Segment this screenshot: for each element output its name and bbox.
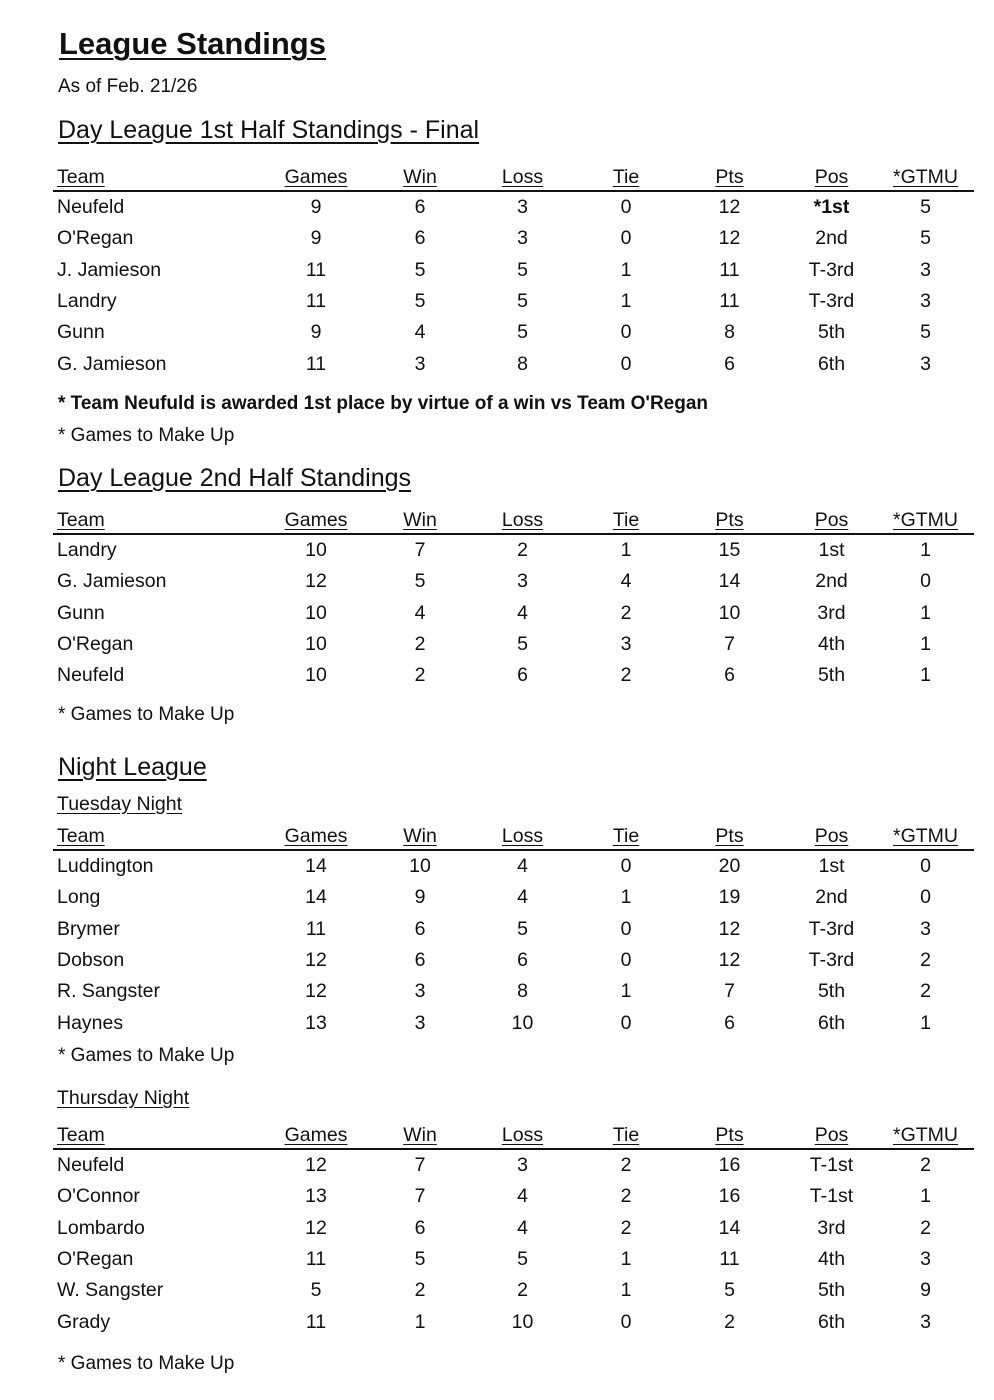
cell-pos: 2nd: [815, 227, 848, 250]
table-row: [53, 534, 974, 566]
cell-tie: 1: [620, 980, 632, 1003]
column-header-pos: Pos: [786, 822, 877, 850]
day-first-half-title: Day League 1st Half Standings - Final: [58, 116, 480, 144]
cell-pts: 5: [724, 1279, 735, 1302]
cell-win: 3: [414, 352, 426, 375]
cell-pos: *1st: [813, 196, 850, 219]
column-header-tie: Tie: [579, 506, 673, 534]
table-row: [53, 286, 974, 317]
cell-games: 11: [305, 1248, 327, 1271]
cell-tie: 2: [620, 664, 632, 687]
cell-team: Neufeld: [57, 1154, 125, 1177]
cell-gtmu: 0: [920, 886, 931, 909]
thursday-night-title: Thursday Night: [57, 1087, 190, 1109]
day-first-half-gtmu-note: * Games to Make Up: [58, 425, 235, 446]
cell-team: O'Regan: [57, 1248, 134, 1271]
cell-team: O'Regan: [57, 633, 134, 656]
column-header-pos: Pos: [786, 506, 877, 534]
night-league-title: Night League: [58, 753, 207, 781]
table-row: [53, 945, 974, 976]
cell-pts: 15: [718, 539, 741, 562]
cell-team: W. Sangster: [57, 1279, 164, 1302]
tuesday-night-gtmu-note: * Games to Make Up: [58, 1045, 235, 1066]
cell-pos: 1st: [818, 539, 845, 562]
cell-pos: T-3rd: [808, 949, 855, 972]
cell-loss: 10: [511, 1011, 534, 1034]
column-header-pts: Pts: [673, 822, 786, 850]
table-row: [53, 255, 974, 286]
cell-gtmu: 3: [920, 1248, 931, 1271]
cell-games: 11: [305, 258, 327, 281]
cell-pos: 3rd: [817, 601, 846, 624]
cell-pts: 11: [719, 1248, 740, 1271]
cell-win: 5: [414, 290, 426, 313]
column-header-loss: Loss: [466, 1121, 579, 1149]
cell-gtmu: 1: [920, 539, 931, 562]
column-header-games: Games: [258, 506, 374, 534]
cell-team: G. Jamieson: [57, 352, 167, 375]
cell-loss: 5: [517, 290, 528, 313]
cell-games: 10: [305, 539, 327, 562]
cell-win: 3: [414, 980, 426, 1003]
table-row: [53, 1306, 974, 1337]
cell-win: 10: [409, 855, 431, 878]
cell-games: 11: [305, 1310, 327, 1333]
column-header-win: Win: [374, 822, 466, 850]
cell-loss: 5: [517, 1248, 528, 1271]
cell-loss: 3: [517, 227, 528, 250]
cell-gtmu: 2: [920, 1154, 931, 1177]
table-row: [53, 317, 974, 348]
cell-team: Luddington: [57, 855, 154, 878]
cell-win: 6: [414, 949, 426, 972]
cell-pos: 5th: [817, 321, 846, 344]
column-header-pts: Pts: [673, 506, 786, 534]
cell-pts: 6: [724, 1011, 735, 1034]
cell-team: Dobson: [57, 949, 125, 972]
cell-loss: 3: [517, 196, 528, 219]
cell-win: 9: [414, 886, 426, 909]
cell-loss: 6: [517, 949, 528, 972]
column-header-team: Team: [53, 822, 258, 850]
cell-pos: 2nd: [815, 886, 848, 909]
cell-win: 4: [414, 321, 426, 344]
table-row: [53, 1007, 974, 1038]
cell-gtmu: 1: [920, 633, 931, 656]
column-header-games: Games: [258, 163, 374, 191]
cell-pos: 4th: [817, 633, 846, 656]
column-header-loss: Loss: [466, 163, 579, 191]
table-row: [53, 976, 974, 1007]
cell-games: 5: [310, 1279, 322, 1302]
cell-games: 9: [310, 321, 322, 344]
cell-tie: 0: [620, 1011, 632, 1034]
cell-tie: 3: [620, 633, 632, 656]
cell-pos: T-1st: [809, 1154, 854, 1177]
cell-gtmu: 2: [920, 980, 931, 1003]
cell-pos: 5th: [817, 980, 846, 1003]
cell-win: 2: [414, 633, 426, 656]
cell-win: 7: [414, 1154, 426, 1177]
column-header-tie: Tie: [579, 822, 673, 850]
cell-pos: 6th: [817, 352, 846, 375]
cell-pts: 16: [718, 1185, 741, 1208]
table-row: [53, 191, 974, 223]
cell-gtmu: 3: [920, 917, 931, 940]
cell-pts: 12: [718, 949, 741, 972]
cell-loss: 10: [511, 1310, 534, 1333]
cell-games: 12: [305, 980, 327, 1003]
cell-gtmu: 1: [920, 1011, 931, 1034]
cell-pos: 5th: [817, 1279, 846, 1302]
cell-pts: 6: [724, 352, 735, 375]
cell-pts: 2: [724, 1310, 735, 1333]
cell-team: Neufeld: [57, 664, 125, 687]
cell-win: 2: [414, 1279, 426, 1302]
column-header-gtmu: *GTMU: [877, 163, 974, 191]
cell-gtmu: 5: [920, 321, 931, 344]
thursday-night-table: [53, 1121, 974, 1338]
cell-team: Gunn: [57, 601, 105, 624]
cell-gtmu: 1: [920, 664, 931, 687]
column-header-win: Win: [374, 163, 466, 191]
table-row: [53, 882, 974, 913]
cell-pos: 3rd: [817, 1216, 846, 1239]
cell-loss: 5: [517, 917, 528, 940]
cell-win: 3: [414, 1011, 426, 1034]
cell-gtmu: 1: [920, 1185, 931, 1208]
cell-games: 14: [305, 855, 327, 878]
cell-pos: 6th: [817, 1310, 846, 1333]
cell-loss: 4: [517, 886, 528, 909]
column-header-pts: Pts: [673, 163, 786, 191]
cell-win: 4: [414, 601, 426, 624]
column-header-gtmu: *GTMU: [877, 1121, 974, 1149]
cell-loss: 2: [517, 1279, 528, 1302]
cell-tie: 2: [620, 1216, 632, 1239]
cell-gtmu: 5: [920, 196, 931, 219]
cell-gtmu: 3: [920, 290, 931, 313]
table-header-row: [53, 506, 974, 534]
cell-games: 12: [305, 1154, 327, 1177]
cell-team: Haynes: [57, 1011, 124, 1034]
cell-loss: 4: [517, 855, 528, 878]
cell-pts: 6: [724, 664, 735, 687]
column-header-tie: Tie: [579, 163, 673, 191]
cell-pos: T-3rd: [808, 258, 855, 281]
cell-loss: 2: [517, 539, 528, 562]
cell-tie: 0: [620, 196, 632, 219]
table-row: [53, 566, 974, 597]
column-header-pts: Pts: [673, 1121, 786, 1149]
table-row: [53, 629, 974, 660]
cell-pts: 19: [718, 886, 741, 909]
cell-pos: 4th: [817, 1248, 846, 1271]
column-header-gtmu: *GTMU: [877, 822, 974, 850]
cell-team: Long: [57, 886, 101, 909]
as-of-date: As of Feb. 21/26: [58, 76, 198, 97]
cell-gtmu: 1: [920, 601, 931, 624]
cell-pts: 14: [718, 570, 741, 593]
cell-pts: 12: [718, 917, 741, 940]
tuesday-night-table: [53, 822, 974, 1039]
cell-games: 12: [305, 949, 327, 972]
cell-tie: 1: [620, 1248, 632, 1271]
cell-win: 6: [414, 1216, 426, 1239]
column-header-pos: Pos: [786, 1121, 877, 1149]
cell-tie: 0: [620, 352, 632, 375]
cell-pts: 12: [718, 196, 741, 219]
cell-games: 13: [305, 1011, 327, 1034]
cell-win: 7: [414, 539, 426, 562]
table-row: [53, 1275, 974, 1306]
cell-win: 7: [414, 1185, 426, 1208]
cell-pts: 10: [718, 601, 741, 624]
cell-win: 5: [414, 570, 426, 593]
cell-team: Lombardo: [57, 1216, 145, 1239]
table-header-row: [53, 1121, 974, 1149]
cell-win: 1: [414, 1310, 426, 1333]
cell-tie: 0: [620, 1310, 632, 1333]
cell-pos: 5th: [817, 664, 846, 687]
table-row: [53, 850, 974, 882]
cell-games: 10: [305, 633, 327, 656]
cell-games: 13: [305, 1185, 327, 1208]
cell-tie: 0: [620, 917, 632, 940]
table-header-row: [53, 163, 974, 191]
cell-loss: 4: [517, 1216, 528, 1239]
cell-loss: 5: [517, 321, 528, 344]
table-row: [53, 1244, 974, 1275]
cell-loss: 4: [517, 1185, 528, 1208]
cell-pts: 7: [724, 980, 735, 1003]
cell-loss: 5: [517, 633, 528, 656]
cell-tie: 1: [620, 886, 632, 909]
cell-pos: T-1st: [809, 1185, 854, 1208]
column-header-team: Team: [53, 163, 258, 191]
cell-pos: 6th: [817, 1011, 846, 1034]
cell-games: 12: [305, 570, 327, 593]
cell-tie: 1: [620, 539, 632, 562]
cell-gtmu: 2: [920, 949, 931, 972]
table-row: [53, 1181, 974, 1212]
cell-games: 10: [305, 664, 327, 687]
day-second-half-title: Day League 2nd Half Standings: [58, 464, 412, 492]
cell-loss: 8: [517, 352, 528, 375]
column-header-tie: Tie: [579, 1121, 673, 1149]
column-header-games: Games: [258, 1121, 374, 1149]
cell-pts: 8: [724, 321, 735, 344]
cell-pts: 16: [718, 1154, 741, 1177]
table-row: [53, 348, 974, 379]
cell-pts: 20: [718, 855, 741, 878]
cell-tie: 4: [620, 570, 632, 593]
column-header-team: Team: [53, 1121, 258, 1149]
cell-team: Landry: [57, 539, 117, 562]
cell-gtmu: 3: [920, 258, 931, 281]
table-header-row: [53, 822, 974, 850]
cell-win: 5: [414, 258, 426, 281]
column-header-loss: Loss: [466, 506, 579, 534]
column-header-pos: Pos: [786, 163, 877, 191]
cell-pos: T-3rd: [808, 917, 855, 940]
column-header-gtmu: *GTMU: [877, 506, 974, 534]
cell-tie: 0: [620, 855, 632, 878]
cell-loss: 8: [517, 980, 528, 1003]
cell-win: 2: [414, 664, 426, 687]
cell-team: O'Regan: [57, 227, 134, 250]
cell-pts: 7: [724, 633, 735, 656]
cell-team: Grady: [57, 1310, 111, 1333]
cell-team: Gunn: [57, 321, 105, 344]
cell-gtmu: 5: [920, 227, 931, 250]
column-header-loss: Loss: [466, 822, 579, 850]
cell-tie: 1: [620, 290, 632, 313]
cell-games: 14: [305, 886, 327, 909]
table-row: [53, 1213, 974, 1244]
cell-loss: 3: [517, 570, 528, 593]
cell-tie: 2: [620, 601, 632, 624]
day-first-half-tiebreak-note: * Team Neufuld is awarded 1st place by virtue of a win vs Team O'Regan: [58, 393, 709, 414]
cell-tie: 0: [620, 949, 632, 972]
cell-tie: 0: [620, 227, 632, 250]
cell-tie: 1: [620, 258, 632, 281]
table-row: [53, 223, 974, 254]
cell-gtmu: 3: [920, 1310, 931, 1333]
cell-team: Brymer: [57, 917, 120, 940]
cell-games: 9: [310, 196, 322, 219]
cell-team: Landry: [57, 290, 117, 313]
cell-games: 11: [305, 290, 327, 313]
thursday-night-gtmu-note: * Games to Make Up: [58, 1353, 235, 1374]
cell-games: 12: [305, 1216, 327, 1239]
cell-pos: 2nd: [815, 570, 848, 593]
cell-pts: 12: [718, 227, 741, 250]
cell-team: G. Jamieson: [57, 570, 167, 593]
day-first-half-table: [53, 163, 974, 380]
cell-loss: 5: [517, 258, 528, 281]
cell-loss: 6: [517, 664, 528, 687]
cell-tie: 1: [620, 1279, 632, 1302]
tuesday-night-title: Tuesday Night: [57, 793, 183, 815]
cell-games: 11: [305, 917, 327, 940]
day-second-half-table: [53, 506, 974, 691]
cell-pts: 11: [719, 258, 740, 281]
cell-win: 6: [414, 227, 426, 250]
page-title: League Standings: [59, 26, 326, 61]
column-header-team: Team: [53, 506, 258, 534]
cell-pos: 1st: [818, 855, 845, 878]
cell-gtmu: 3: [920, 352, 931, 375]
cell-team: R. Sangster: [57, 980, 160, 1003]
cell-gtmu: 0: [920, 570, 931, 593]
table-row: [53, 660, 974, 691]
column-header-games: Games: [258, 822, 374, 850]
cell-tie: 2: [620, 1185, 632, 1208]
cell-gtmu: 9: [920, 1279, 931, 1302]
cell-pts: 11: [719, 290, 740, 313]
cell-team: Neufeld: [57, 196, 125, 219]
table-row: [53, 1149, 974, 1181]
cell-pts: 14: [718, 1216, 741, 1239]
cell-team: O'Connor: [57, 1185, 140, 1208]
table-row: [53, 914, 974, 945]
cell-games: 11: [305, 352, 327, 375]
column-header-win: Win: [374, 506, 466, 534]
day-second-half-gtmu-note: * Games to Make Up: [58, 704, 235, 725]
cell-win: 6: [414, 917, 426, 940]
cell-games: 10: [305, 601, 327, 624]
cell-tie: 2: [620, 1154, 632, 1177]
cell-games: 9: [310, 227, 322, 250]
cell-win: 5: [414, 1248, 426, 1271]
table-row: [53, 598, 974, 629]
cell-tie: 0: [620, 321, 632, 344]
cell-win: 6: [414, 196, 426, 219]
column-header-win: Win: [374, 1121, 466, 1149]
cell-gtmu: 2: [920, 1216, 931, 1239]
cell-loss: 4: [517, 601, 528, 624]
cell-gtmu: 0: [920, 855, 931, 878]
cell-loss: 3: [517, 1154, 528, 1177]
cell-team: J. Jamieson: [57, 258, 162, 281]
cell-pos: T-3rd: [808, 290, 855, 313]
